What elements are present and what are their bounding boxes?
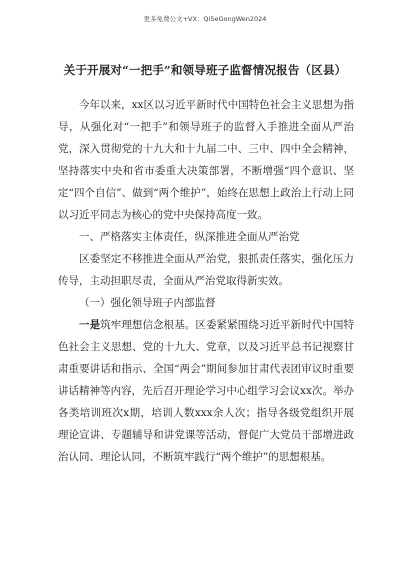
document-title: 关于开展对“一把手”和领导班子监督情况报告（区县） <box>63 63 347 77</box>
subsection-heading-1: （一）强化领导班子内部监督 <box>79 297 216 309</box>
header-note: 更多免费公文+VX：Qi5eGongWen2024 <box>143 15 267 23</box>
document-body <box>58 94 354 468</box>
section-heading-1: 一、严格落实主体责任，纵深推进全面从严治党 <box>79 231 300 243</box>
item-text: 筑牢理想信念根基。区委紧紧围绕习近平新时代中国特色社会主义思想、党的十九大、党章，以及习近平总书记视察甘肃重要讲话和指示、全国“两会”期间参加甘肃代表团审议时重要讲话精神等内容，先后召开理论学习中心组学习会议xx次。举办各类培训班次x期，培训人数xxx余人次；指导各级党组织开展理论宣讲、专题辅导和讲党课等活动，督促广大党员干部增进政治认同、理论认同，不断筑牢践行“两个维护”的思想根基。 <box>58 319 355 463</box>
paragraph-item-1 <box>58 314 354 468</box>
item-lead: 一是 <box>79 319 101 331</box>
paragraph-section-1-text: 区委坚定不移推进全面从严治党，狠抓责任落实，强化压力传导，主动担职尽责，全面从严治党取得新实效。 <box>58 253 354 287</box>
paragraph-section-1 <box>58 248 354 292</box>
paragraph-intro: 今年以来，xx区以习近平新时代中国特色社会主义思想为指导，从强化对“一把手”和领导班子的监督入手推进全面从严治党，深入贯彻党的十九大和十九届二中、三中、四中全会精神，坚持落实中央和省市委重大决策部署，不断增强“四个意识、坚定“四个自信”、做到“两个维护”，始终在思想上政治上行动上同以习近平同志为核心的党中央保持高度一致。 <box>58 99 354 221</box>
